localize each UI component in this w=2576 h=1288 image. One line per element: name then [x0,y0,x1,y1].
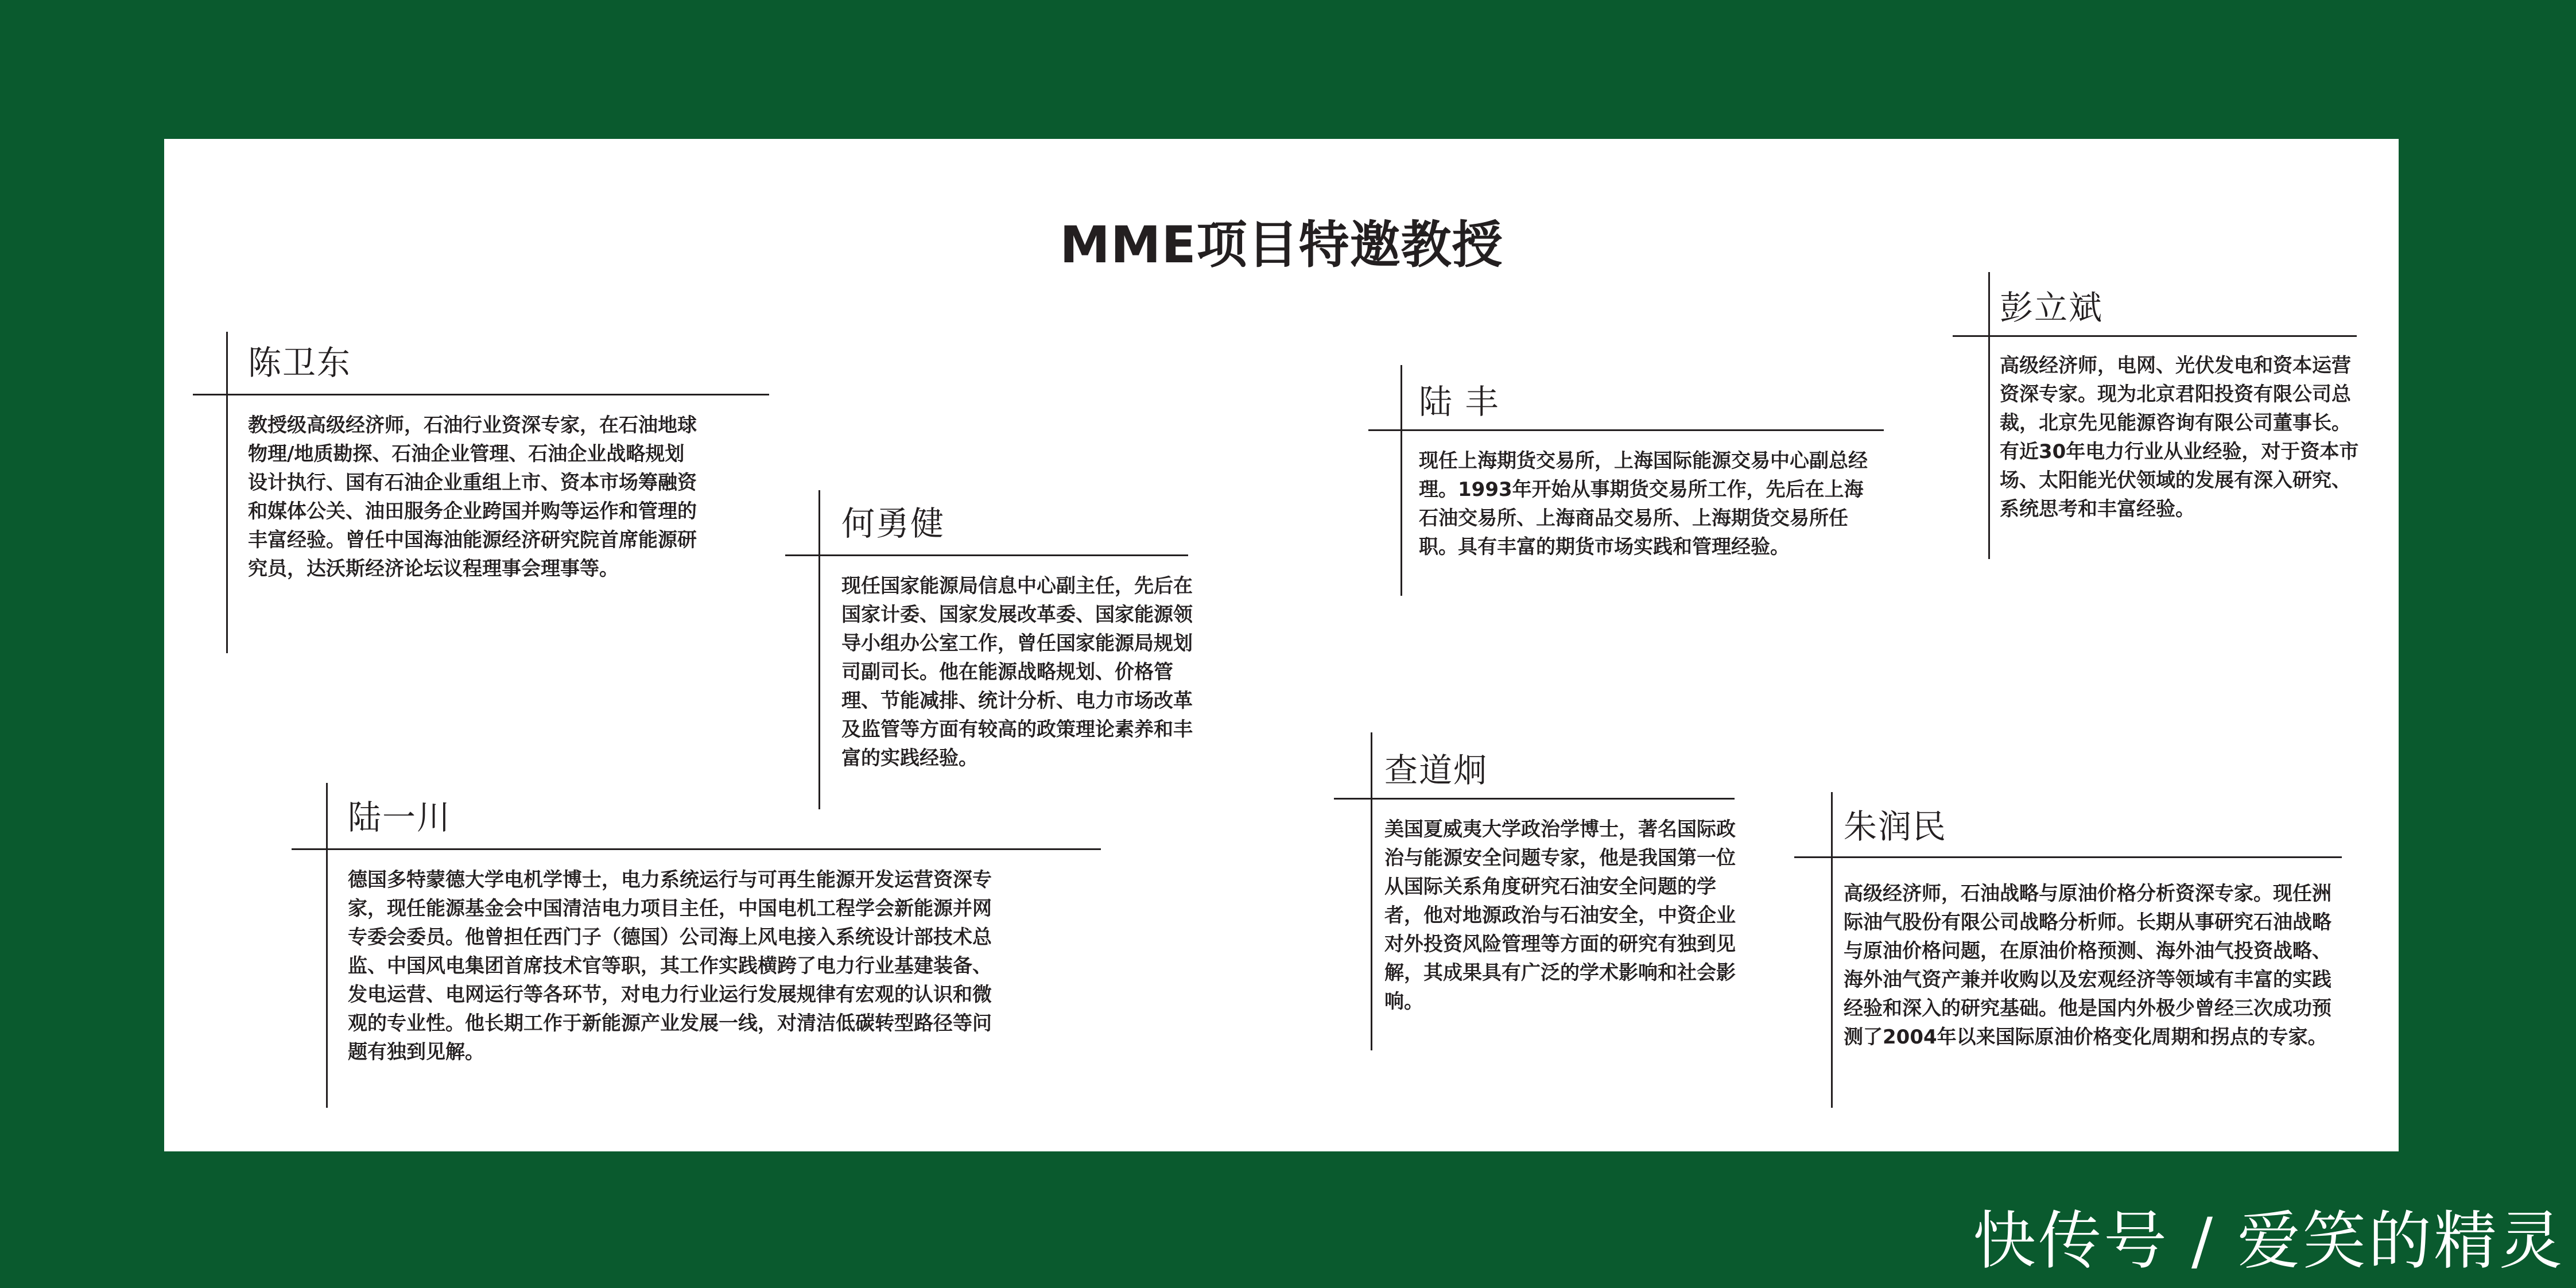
name-underline [1953,335,2357,337]
name-underline [785,554,1188,556]
professor-name: 何勇健 [841,504,945,543]
card-rule [818,490,820,809]
professor-bio: 美国夏威夷大学政治学博士，著名国际政治与能源安全问题专家，他是我国第一位从国际关系角度研究石油安全问题的学者，他对地源政治与石油安全，中资企业对外投资风险管理等方面的研究有独到见解，其成果具有广泛的学术影响和社会影响。 [1384,818,1736,1013]
watermark-text: 快传号 / 爱笑的精灵 [1973,1204,2565,1278]
professor-name: 陆一川 [348,798,452,837]
card-rule [1371,732,1372,1050]
professor-name: 陆 丰 [1419,382,1500,421]
name-underline [1794,856,2342,858]
card-rule [326,783,328,1108]
name-underline [1334,798,1735,800]
card-rule [226,332,228,653]
professor-bio: 高级经济师，石油战略与原油价格分析资深专家。现任洲际油气股份有限公司战略分析师。长期从事研究石油战略与原油价格问题，在原油价格预测、海外油气投资战略、海外油气资产兼并收购以及宏观经济等领域有丰富的实践经验和深入的研究基础。他是国内外极少曾经三次成功预测了2004年以来国际原油价格变化周期和拐点的专家。 [1844,882,2331,1049]
professor-bio: 教授级高级经济师，石油行业资深专家，在石油地球物理/地质勘探、石油企业管理、石油企业战略规划设计执行、国有石油企业重组上市、资本市场筹融资和媒体公关、油田服务企业跨国并购等运作和管理的丰富经验。曾任中国海油能源经济研究院首席能源研究员，达沃斯经济论坛议程理事会理事等。 [248,414,697,580]
professor-name: 陈卫东 [248,343,352,382]
card-rule [1831,792,1833,1108]
professor-bio: 现任上海期货交易所，上海国际能源交易中心副总经理。1993年开始从事期货交易所工作，先后在上海石油交易所、上海商品交易所、上海期货交易所任职。具有丰富的期货市场实践和管理经验。 [1419,449,1868,558]
professor-name: 朱润民 [1844,807,1947,846]
name-underline [1368,429,1884,431]
card-rule [1400,365,1402,596]
professor-bio: 现任国家能源局信息中心副主任，先后在国家计委、国家发展改革委、国家能源领导小组办公室工作，曾任国家能源局规划司副司长。他在能源战略规划、价格管理、节能减排、统计分析、电力市场改革及监管等方面有较高的政策理论素养和丰富的实践经验。 [841,575,1193,770]
professor-name: 查道炯 [1384,751,1488,790]
professor-name: 彭立斌 [2000,288,2104,327]
professor-bio: 德国多特蒙德大学电机学博士，电力系统运行与可再生能源开发运营资深专家，现任能源基金会中国清洁电力项目主任，中国电机工程学会新能源并网专委会委员。他曾担任西门子（德国）公司海上风电接入系统设计部技术总监、中国风电集团首席技术官等职，其工作实践横跨了电力行业基建装备、发电运营、电网运行等各环节，对电力行业运行发展规律有宏观的认识和微观的专业性。他长期工作于新能源产业发展一线，对清洁低碳转型路径等问题有独到见解。 [348,868,992,1064]
invited-professors-board [164,139,2399,1151]
page-title: MME项目特邀教授 [1060,215,1503,274]
professor-bio: 高级经济师，电网、光伏发电和资本运营资深专家。现为北京君阳投资有限公司总裁，北京先见能源咨询有限公司董事长。有近30年电力行业从业经验，对于资本市场、太阳能光伏领域的发展有深入研究、系统思考和丰富经验。 [2000,354,2359,521]
name-underline [292,848,1101,850]
name-underline [193,394,769,395]
card-rule [1988,272,1990,559]
